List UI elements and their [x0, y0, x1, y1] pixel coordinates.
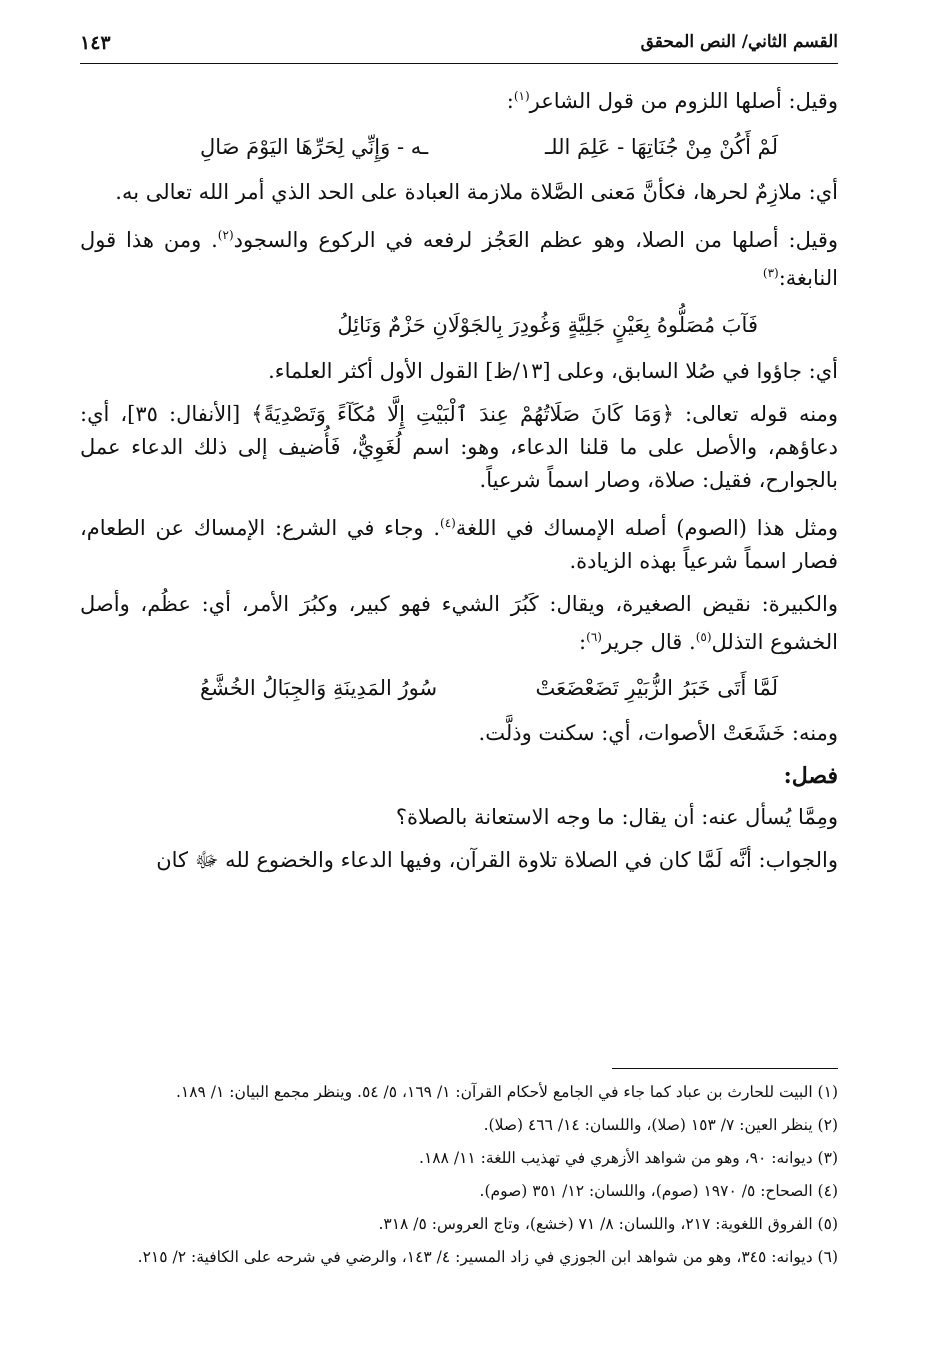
- footnote: (٢) ينظر العين: ٧/ ١٥٣ (صلا)، واللسان: ١٤/ ٤٦٦ (صلا).: [483, 1116, 838, 1134]
- poetry-verse: فَآبَ مُصَلُّوهُ بِعَيْنٍ جَلِيَّةٍ وَغُودِرَ بِالجَوْلَانِ حَزْمٌ وَنَائِلُ: [337, 313, 758, 337]
- paragraph: أي: جاؤوا في صُلا السابق، وعلى [١٣/ظ] القول الأول أكثر العلماء.: [268, 359, 838, 383]
- paragraph: والكبيرة: نقيض الصغيرة، ويقال: كَبُرَ الشيء فهو كبير، وكبُرَ الأمر، أي: عظُم، وأصل الخشوع التذلل$^{(٥)}$. قال جرير$^{(٦)}$:: [80, 592, 838, 654]
- footnote-ref: (٢): [217, 228, 234, 242]
- footnote-ref: (٦): [586, 630, 602, 644]
- poetry-verse: [80, 128, 838, 166]
- poetry-verse: [80, 669, 838, 707]
- section-heading: فصل:: [783, 763, 838, 789]
- running-header: [80, 32, 838, 58]
- footnote-ref: (٤): [440, 516, 456, 530]
- paragraph: أي: ملازِمٌ لحرها، فكأنَّ مَعنى الصَّلاة ملازمة العبادة على الحد الذي أمر الله تعالى به.: [115, 180, 838, 204]
- paragraph: ومنه: خَشَعَتْ الأصوات، أي: سكنت وذلَّت.: [478, 721, 838, 745]
- page-number: ١٤٣: [80, 32, 111, 54]
- verse-second-half: سُورُ المَدِينَةِ وَالجِبَالُ الخُشَّعُ: [200, 676, 438, 700]
- footnote-ref: (٣): [762, 266, 779, 280]
- footnote: (٥) الفروق اللغوية: ٢١٧، واللسان: ٨/ ٧١ (خشع)، وتاج العروس: ٥/ ٣١٨.: [378, 1215, 838, 1233]
- verse-first-half: لَمَّا أَتَى خَبَرُ الزُّبَيْرِ تَضَعْضَعَتْ: [535, 676, 778, 700]
- running-title: القسم الثاني/ النص المحقق: [640, 32, 838, 52]
- footnote-ref: (٥): [695, 630, 712, 644]
- verse-second-half: ـه - وَإِنِّي لِحَرِّهَا اليَوْمَ صَالِ: [200, 135, 429, 159]
- footnote: (١) البيت للحارث بن عباد كما جاء في الجامع لأحكام القرآن: ١/ ١٦٩، ٥/ ٥٤. وينظر مجمع البيان: ١/ ١٨٩.: [175, 1083, 838, 1101]
- footnote-rule: [612, 1068, 838, 1069]
- verse-first-half: لَمْ أَكُنْ مِنْ جُنَاتِهَا - عَلِمَ اللـ: [544, 135, 778, 159]
- footnote: (٤) الصحاح: ٥/ ١٩٧٠ (صوم)، واللسان: ١٢/ ٣٥١ (صوم).: [479, 1182, 838, 1200]
- footnote: (٣) ديوانه: ٩٠، وهو من شواهد الأزهري في تهذيب اللغة: ١١/ ١٨٨.: [419, 1149, 838, 1167]
- footnotes: [80, 1076, 838, 1274]
- paragraph: ومثل هذا (الصوم) أصله الإمساك في اللغة$^{(٤)}$. وجاء في الشرع: الإمساك عن الطعام، فصار اسماً شرعياً بهذه الزيادة.: [80, 516, 838, 573]
- footnote: (٦) ديوانه: ٣٤٥، وهو من شواهد ابن الجوزي في زاد المسير: ٤/ ١٤٣، والرضي في شرحه على الكافية: ٢/ ٢١٥.: [137, 1248, 838, 1266]
- paragraph: ومنه قوله تعالى: ﴿وَمَا كَانَ صَلَاتُهُمْ عِندَ ٱلْبَيْتِ إِلَّا مُكَآءً وَتَصْدِيَةً﴾ [الأنفال: ٣٥]، أي: دعاؤهم، والأصل على ما قلنا الدعاء، وهو: اسم لُغَوِيٌّ، فَأُضيف إلى ذلك الدعاء عمل بالجوارح، فقيل: صلاة، وصار اسماً شرعياً.: [80, 402, 839, 492]
- main-text: [80, 80, 838, 887]
- paragraph: وقيل: أصلها من الصلا، وهو عظم العَجُز لرفعه في الركوع والسجود$^{(٢)}$. ومن هذا قول النابغة:$^{(٣)}$: [80, 228, 839, 290]
- paragraph: والجواب: أنَّه لَمَّا كان في الصلاة تلاوة القرآن، وفيها الدعاء والخضوع لله ﷻ كان: [156, 848, 838, 872]
- header-rule: [80, 63, 838, 64]
- paragraph: ومِمَّا يُسأل عنه: أن يقال: ما وجه الاستعانة بالصلاة؟: [395, 805, 838, 829]
- paragraph: وقيل: أصلها اللزوم من قول الشاعر$^{(١)}$:: [506, 89, 838, 113]
- footnote-ref: (١): [513, 89, 530, 103]
